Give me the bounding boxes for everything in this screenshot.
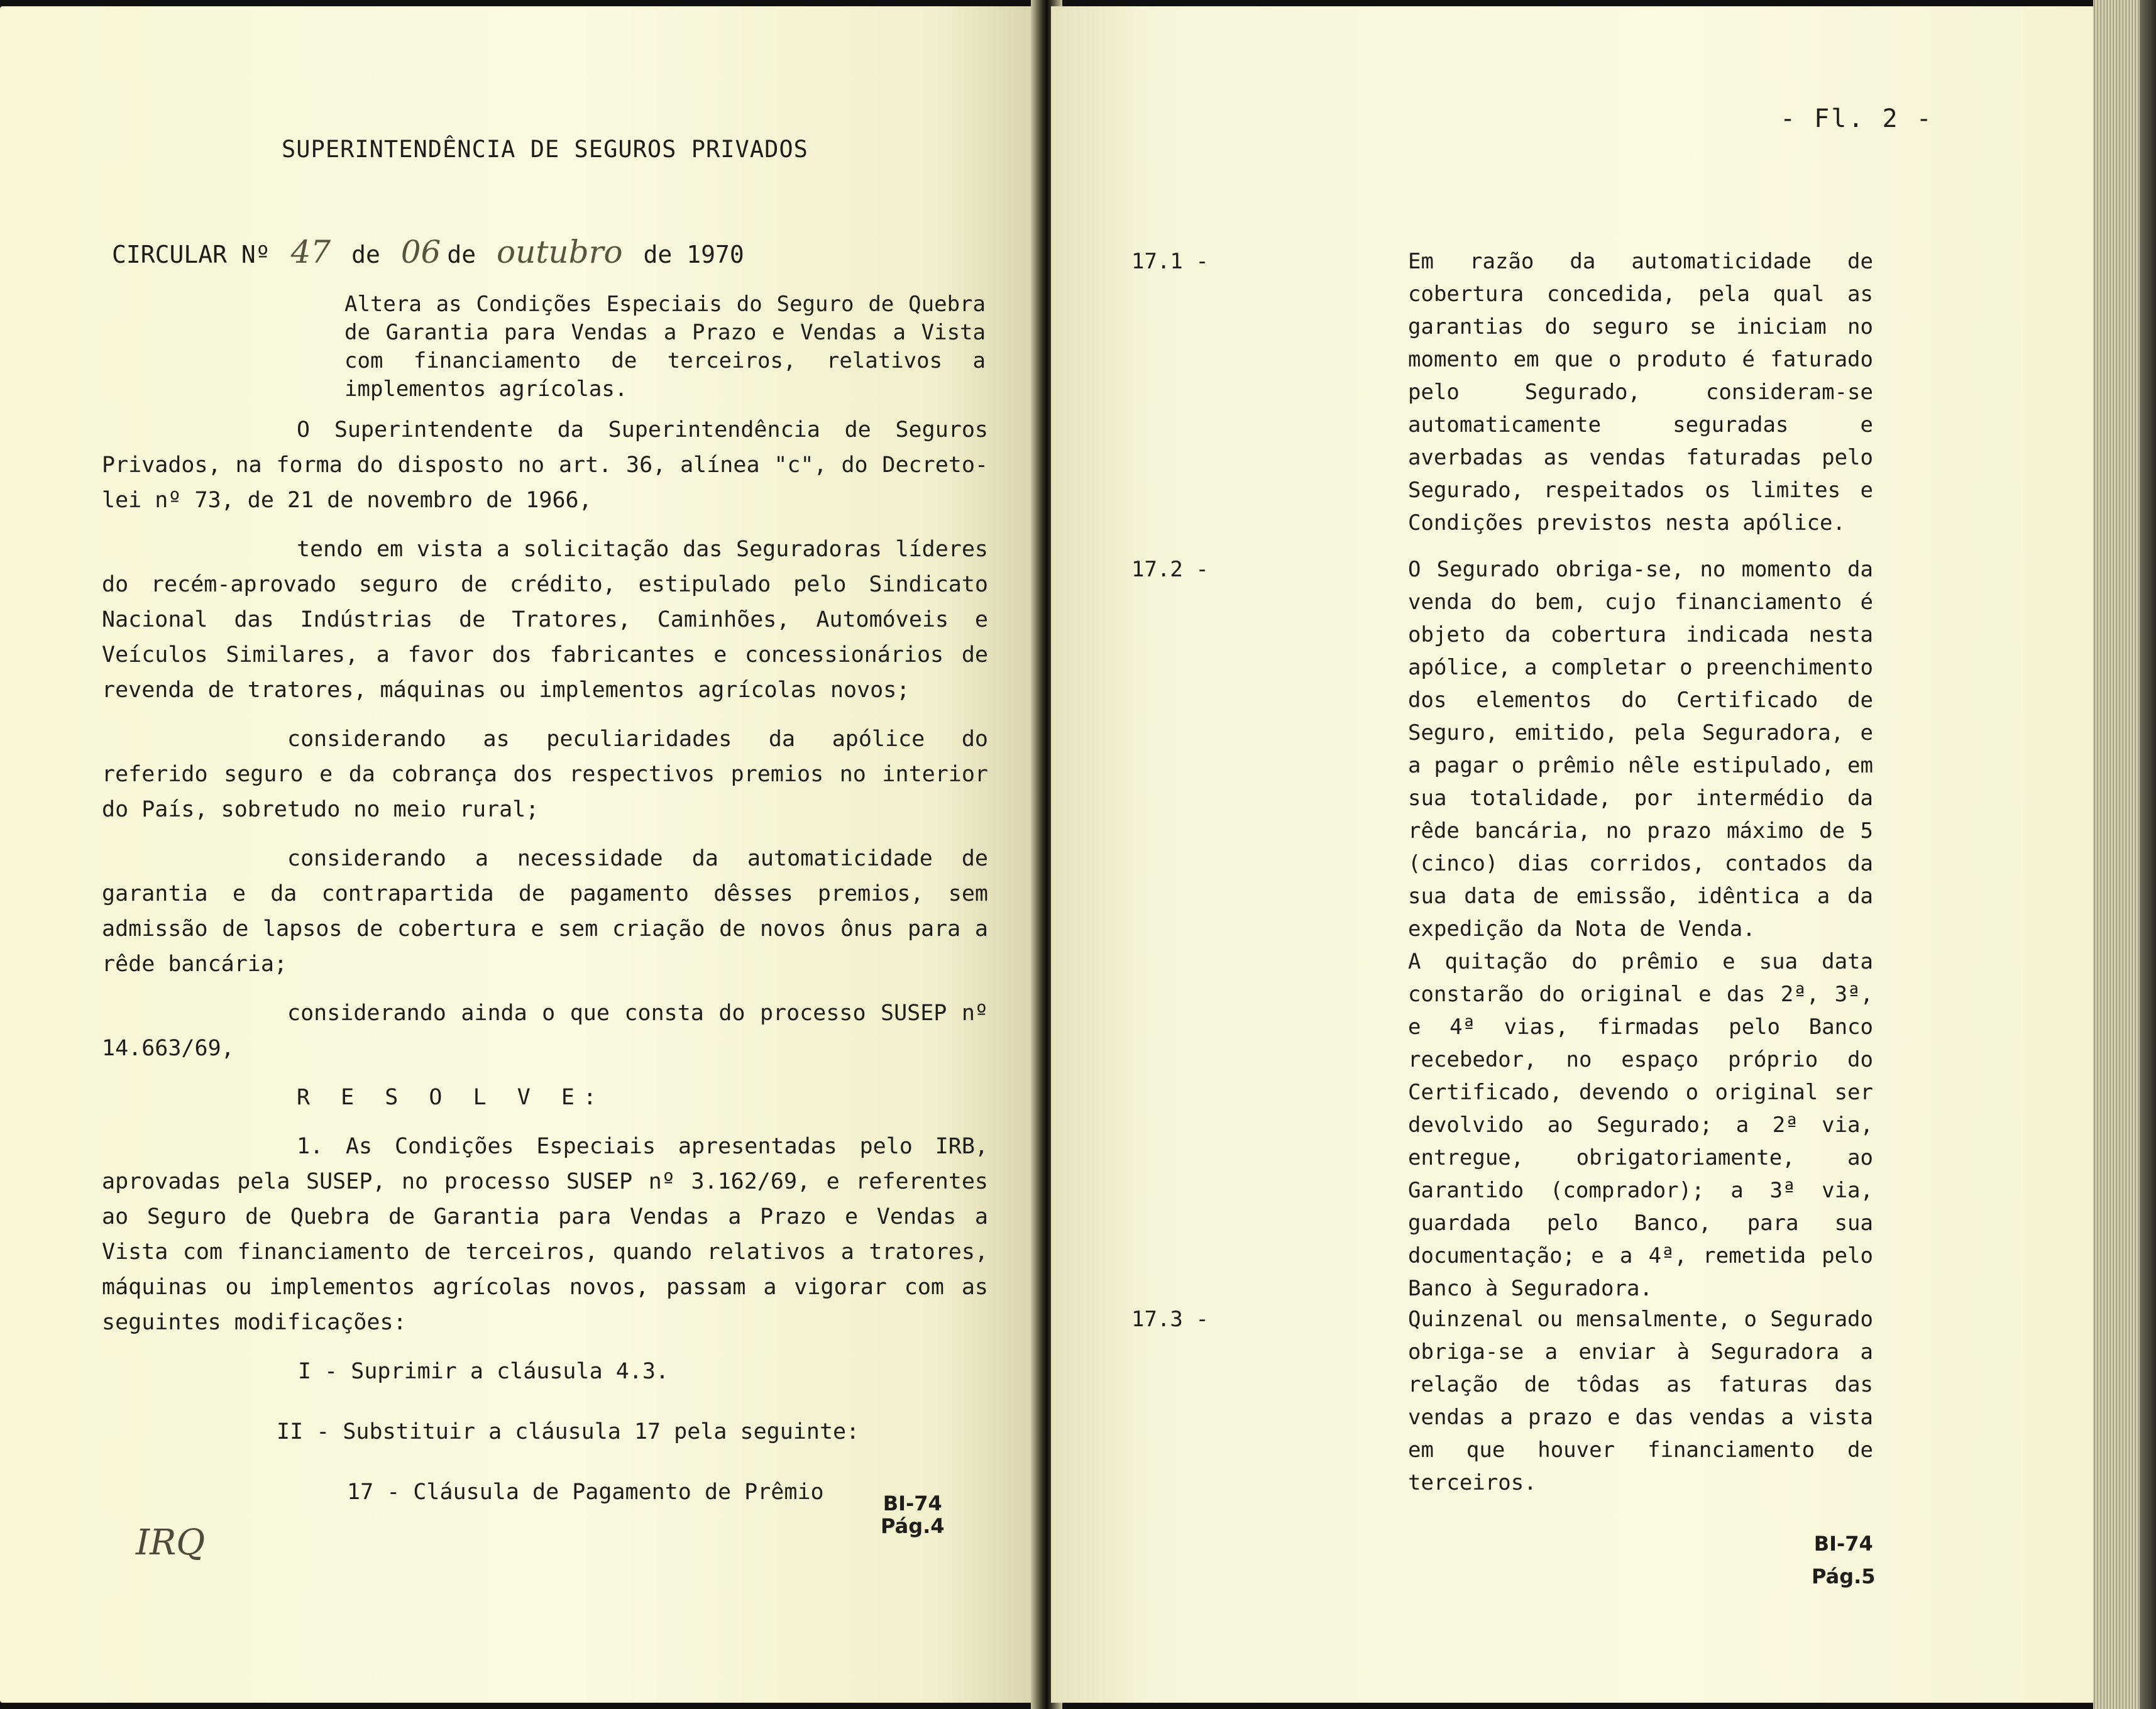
clause-17-2 <box>1131 553 1873 1305</box>
clause-text: Em razão da automaticidade de cobertura concedida, pela qual as garantias do seguro se iniciam no momento em que o produto é faturado pelo Segurado, consideram-se automaticamente seguradas e averbadas as vendas faturadas pelo Segurado, respeitados os limites e Condições previstos nesta apólice. <box>1408 249 1873 536</box>
circular-label: CIRCULAR Nº <box>112 241 270 268</box>
ementa: Altera as Condições Especiais do Seguro de Quebra de Garantia para Vendas a Prazo e Vendas a Vista com financiamento de terceiros, relativos a implementos agrícolas. <box>344 292 986 402</box>
right-page <box>1051 6 2093 1703</box>
clause-text: O Segurado obriga-se, no momento da venda do bem, cujo financiamento é objeto da cobertura indicada nesta apólice, a completar o preenchimento dos elementos do Certificado de Seguro, emitido, pela Seguradora, e a pagar o prêmio nêle estipulado, em sua totalidade, por intermédio da rêde bancária, no prazo máximo de 5 (cinco) dias corridos, contados da sua data de emissão, idêntica a da expedição da Nota de Venda. <box>1408 557 1873 942</box>
clause-17-1 <box>1131 245 1873 539</box>
circular-day: 06 <box>400 234 441 270</box>
clause-text-continued: A quitação do prêmio e sua data constarão do original e das 2ª, 3ª, e 4ª vias, firmadas pelo Banco recebedor, no espaço próprio do Certificado, devendo o original ser devolvido ao Segurado; a 2ª via, entregue, obrigatoriamente, ao Garantido (comprador); a 3ª via, guardada pelo Banco, para sua documentação; e a 4ª, remetida pelo Banco à Seguradora. <box>1408 949 1873 1301</box>
sub-item: II - Substituir a cláusula 17 pela seguinte: <box>277 1419 860 1444</box>
circular-de-3: de <box>643 241 673 268</box>
left-page <box>0 6 1040 1703</box>
circular-number: 47 <box>290 234 331 270</box>
clause-number: 17.3 - <box>1131 1307 1209 1332</box>
page-number <box>1812 1527 1876 1593</box>
circular-body <box>102 412 988 1538</box>
considering-paragraph: considerando as peculiaridades da apólice do referido seguro e da cobrança dos respectivos premios no interior do País, sobretudo no meio rural; <box>102 727 988 822</box>
sub-item: I - Suprimir a cláusula 4.3. <box>298 1359 669 1384</box>
resolve-heading: R E S O L V E: <box>297 1085 606 1110</box>
circular-de-2: de <box>447 241 476 268</box>
page-edges <box>2093 0 2156 1709</box>
page-label: Pág.5 <box>1812 1564 1876 1588</box>
handwritten-initials: IRQ <box>136 1522 206 1563</box>
bulletin-number: BI-74 <box>1813 1532 1873 1556</box>
circular-title <box>112 234 744 270</box>
circular-de-1: de <box>351 241 380 268</box>
bulletin-number: BI-74 <box>883 1492 942 1515</box>
clause-17-3 <box>1131 1303 1873 1499</box>
preamble: O Superintendente da Superintendência de Seguros Privados, na forma do disposto no art. 36, alínea "c", do Decreto-lei nº 73, de 21 de novembro de 1966, <box>102 417 988 513</box>
page-header: SUPERINTENDÊNCIA DE SEGUROS PRIVADOS <box>282 136 808 163</box>
circular-year: 1970 <box>686 241 744 268</box>
page-number <box>881 1492 945 1537</box>
considering-paragraph: tendo em vista a solicitação das Seguradoras líderes do recém-aprovado seguro de crédito, estipulado pelo Sindicato Nacional das Indústrias de Tratores, Caminhões, Automóveis e Veículos Similares, a favor dos fabricantes e concessionários de revenda de tratores, máquinas ou implementos agrícolas novos; <box>102 537 988 703</box>
clause-number: 17.1 - <box>1131 249 1209 274</box>
sub-item: 17 - Cláusula de Pagamento de Prêmio <box>347 1480 824 1505</box>
considering-paragraph: considerando ainda o que consta do processo SUSEP nº 14.663/69, <box>102 1001 988 1061</box>
page-label: Pág.4 <box>881 1514 945 1538</box>
considering-paragraph: considerando a necessidade da automaticidade de garantia e da contrapartida de pagamento dêsses premios, sem admissão de lapsos de cobertura e sem criação de novos ônus para a rêde bancária; <box>102 846 988 977</box>
clause-text: Quinzenal ou mensalmente, o Segurado obriga-se a enviar à Seguradora a relação de tôdas as faturas das vendas a prazo e das vendas a vista em que houver financiamento de terceiros. <box>1408 1307 1873 1495</box>
clause-number: 17.2 - <box>1131 557 1209 582</box>
circular-month: outubro <box>497 234 623 270</box>
resolution-item: 1. As Condições Especiais apresentadas pelo IRB, aprovadas pela SUSEP, no processo SUSEP nº 3.162/69, e referentes ao Seguro de Quebra de Garantia para Vendas a Prazo e Vendas a Vista com financiamento de terceiros, quando relativos a tratores, máquinas ou implementos agrícolas novos, passam a vigorar com as seguintes modificações: <box>102 1134 988 1335</box>
folio-number: - Fl. 2 - <box>1780 104 1933 133</box>
